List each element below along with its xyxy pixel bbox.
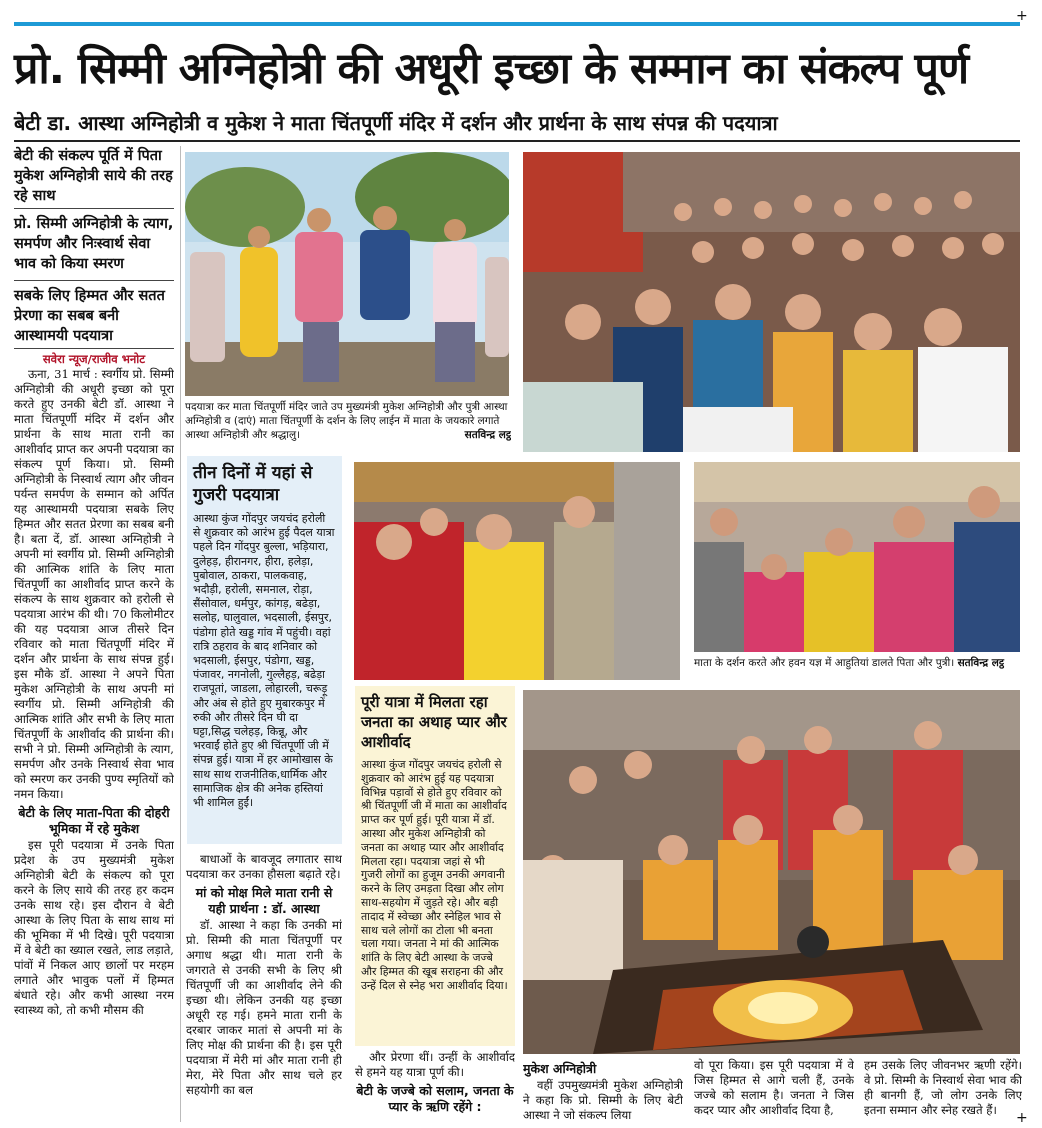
subheadline-rule	[14, 140, 1020, 142]
column-6	[864, 1058, 1022, 1124]
column-1	[14, 352, 174, 1122]
route-box-text: आस्था कुंज गोंदपुर जयचंद हरोली से शुक्रवार को आरंभ हुई पैदल यात्रा पहले दिन गोंदपुर बुल्ला, भड़ियारा, दुलेहड़, हीरानगर, हीरा, हलेड़ा, पुबोवाल, ठाकरा, पालकवाह, भदौड़ी, हरोली, समनाल, रोड़ा, सैंसोवाल, धर्मपुर, कांगड़, बढेड़ा, सलोह, घालुवाल, भदसाली, ईसपुर, पंडोगा होते खड्ड गांव में पहुंची। वहां रात्रि ठहराव के बाद शनिवार को भदसाली, ईसपुर, पंडोगा, खड्ड, पंजावर, नगनोली, गुल्लैहड़, बढेड़ा राजपूतां, जाडला, लोहारली, चरूड़ू और अंब से होते हुए मुबारकपुर में रुकी और तीसरे दिन घी दा घट्टा,सिद्ध चलेहड़, किन्नू, और भरवाईं होते हुए श्री चिंतपूर्णी जी में संपन्न हुई। यात्रा में हर आमोखास के साथ साथ राजनीतिक,धार्मिक और सामाजिक क्षेत्र की अनेक हस्तियां भी शामिल हुईं।	[193, 512, 335, 810]
public-support-box	[355, 686, 515, 1046]
headline: प्रो. सिम्मी अग्निहोत्री की अधूरी इच्छा के सम्मान का संकल्प पूर्ण	[14, 44, 969, 94]
col2-paragraph: बाधाओं के बावजूद लगातार साथ पदयात्रा कर उनका हौसला बढ़ाते रहे।	[186, 852, 342, 881]
col3-subheading: बेटी के जज्बे को सलाम, जनता के प्यार के ऋणि रहेंगे :	[356, 1083, 514, 1114]
photo-temple-prayer	[354, 462, 680, 680]
col2-paragraph: डॉ. आस्था ने कहा कि उनकी मां प्रो. सिम्मी की माता चिंतपूर्णी पर अगाध श्रद्धा थी। माता रानी के जगराते से उनकी सभी के लिए श्री चिंतपूर्णी जी का आशीर्वाद लेने की इच्छा थी। लेकिन उनकी यह इच्छा अधूरी रह गई। हमने माता रानी के दरबार जाकर मातां से अपनी मां के लिए मोक्ष की प्रार्थना की है। इस पूरी पदयात्रा में मेरी मां और माता रानी ही मेरा, मेरे पिता और साथ चले हर सहयोगी का बल	[186, 918, 342, 1097]
top-rule	[14, 22, 1020, 26]
caption-text: माता के दर्शन करते और हवन यज्ञ में आहुतियां डालते पिता और पुत्री।	[694, 657, 955, 669]
col4-subheading: मुकेश अग्निहोत्री	[523, 1061, 597, 1076]
col1-paragraph: ऊना, 31 मार्च : स्वर्गीय प्रो. सिम्मी अग्निहोत्री की अधूरी इच्छा को पूरा करते हुए उनकी बेटी डॉ. आस्था ने माता चिंतपूर्णी मंदिर में दर्शन और प्रार्थना के साथ माता रानी का आशीर्वाद प्राप्त कर अपनी पदयात्रा का संकल्प पूर्ण किया। प्रो. सिम्मी अग्निहोत्री के निस्वार्थ त्याग और जीवन पर्यन्त समर्पण के सम्मान को अर्पित यह आस्थामयी पदयात्रा सबके लिए हिम्मत और सतत प्रेरणा का सबब बनी है। बता दें, डॉ. आस्था अग्निहोत्री ने अपनी मां स्वर्गीय प्रो. सिम्मी अग्निहोत्री की आत्मिक शांति के लिए माता चिंतपूर्णी का आशीर्वाद प्राप्त करने के संकल्प के साथ शुक्रवार को हरोली से पदयात्रा आरंभ की थी। 70 किलोमीटर की यह पदयात्रा आज तीसरे दिन रविवार को माता चिंतपूर्णी मंदिर में दर्शन और प्रार्थना के साथ संपन्न हुई। इस मौके डॉ. आस्था ने अपने पिता मुकेश अग्निहोत्री के साथ अपनी मां स्वर्गीय प्रो. सिम्मी अग्निहोत्री की आत्मिक शांति और सभी के लिए माता चिंतपूर्णी के आशीर्वाद की प्रार्थना की। सभी ने प्रो. सिम्मी अग्निहोत्री के त्याग, समर्पण और उनके निस्वार्थ सेवा भाव को स्मरण कर उनकी पुण्य स्मृतियों को नमन किया।	[14, 367, 174, 801]
side-head-3: सबके लिए हिम्मत और सतत प्रेरणा का सबब बनी आस्थामयी पदयात्रा	[14, 288, 165, 344]
byline: सवेरा न्यूज/राजीव भनोट	[42, 352, 146, 366]
col4-paragraph: वहीं उपमुख्यमंत्री मुकेश अग्निहोत्री ने कहा कि प्रो. सिम्मी के लिए बेटी आस्था ने जो संकल्प लिया	[523, 1078, 683, 1122]
column-4	[523, 1058, 683, 1124]
photo-credit: सतविन्द्र लट्ठ	[957, 657, 1004, 669]
photo-havan-yagya	[523, 690, 1020, 1054]
photo-crowd-queue	[523, 152, 1020, 452]
photo-1-caption	[185, 400, 511, 446]
crop-mark-top: +	[1016, 8, 1028, 24]
column-5	[694, 1058, 854, 1124]
side-head-1: बेटी की संकल्प पूर्ति में पिता मुकेश अग्निहोत्री साये की तरह रहे साथ	[14, 148, 173, 204]
public-support-box-text: आस्था कुंज गोंदपुर जयचंद हरोली से शुक्रवार को आरंभ हुई यह पदयात्रा विभिन्न पड़ावों से होते हुए रविवार को श्री चिंतपूर्णी जी में माता का आशीर्वाद प्राप्त कर पूर्ण हुई। पूरी यात्रा में डॉ. आस्था और मुकेश अग्निहोत्री को जनता का अथाह प्यार और आशीर्वाद मिलता रहा। पदयात्रा जहां से भी गुजरी लोगों का हुजूम उनकी अगवानी करने के लिए उमड़ता दिखा और लोग साथ-सहयोग में जुड़ते रहे। और बड़ी तादाद में स्वेच्छा और स्नेहिल भाव से साथ चले लोगों का टोला भी बनता चला गया। जनता ने मां की आत्मिक शांति के लिए बेटी आस्था के जज्बे और हिम्मत की खूब सराहना की और उन्हें दिल से स्नेह भरा आशीर्वाद दिया।	[361, 758, 508, 992]
public-support-box-title: पूरी यात्रा में मिलता रहा जनता का अथाह प्यार और आशीर्वाद	[361, 693, 507, 751]
route-box	[187, 456, 342, 844]
side-head-2: प्रो. सिम्मी अग्निहोत्री के त्याग, समर्पण और निःस्वार्थ सेवा भाव को किया स्मरण	[14, 216, 174, 272]
photo-credit: सतविन्द्र लट्ठ	[464, 429, 511, 441]
route-box-title: तीन दिनों में यहां से गुजरी पदयात्रा	[193, 463, 313, 505]
photo-4-caption	[694, 656, 1020, 674]
col1-paragraph: इस पूरी पदयात्रा में उनके पिता प्रदेश के उप मुख्यमंत्री मुकेश अग्निहोत्री बेटी के संकल्प को पूरा करने के लिए साये की तरह हर कदम उनके साथ रहे। इस दौरान वे बेटी आस्था के लिए पिता के साथ साथ मां की भूमिका में भी दिखे। पूरी पदयात्रा में वे बेटी का ख्याल रखते, लाड लड़ाते, पांवों में निकल आए छालों पर मरहम लगाते और भावुक पलों में हिम्मत बंधाते रहे। और कभी आस्था नरम स्वास्थ्य को, तो कभी मौसम की	[14, 838, 174, 1017]
col1-subheading: बेटी के लिए माता-पिता की दोहरी भूमिका में रहे मुकेश	[18, 805, 170, 836]
side-divider	[14, 348, 174, 349]
column-2	[186, 852, 342, 1122]
crop-mark-bottom: +	[1016, 1110, 1028, 1126]
col2-subheading: मां को मोक्ष मिले माता रानी से यही प्रार्थना : डॉ. आस्था	[195, 885, 333, 916]
side-divider	[14, 280, 174, 281]
col6-paragraph: हम उसके लिए जीवनभर ऋणी रहेंगे। वे प्रो. सिम्मी के निस्वार्थ सेवा भाव की ही बानगी हैं, जो लोग उनके लिए इतना सम्मान और स्नेह रखते हैं।	[864, 1058, 1022, 1117]
col5-paragraph: वो पूरा किया। इस पूरी पदयात्रा में वे जिस हिम्मत से आगे चली हैं, उनके जज्बे को सलाम है। जनता ने जिस कदर प्यार और आशीर्वाद दिया है,	[694, 1058, 854, 1117]
photo-darshan-havan	[694, 462, 1020, 652]
caption-text: पदयात्रा कर माता चिंतपूर्णी मंदिर जाते उप मुख्यमंत्री मुकेश अग्निहोत्री और पुत्री आस्था अग्निहोत्री व (दाएं) माता चिंतपूर्णी के दर्शन के लिए लाईन में माता के जयकारे लगाते आस्था अग्निहोत्री और श्रद्धालु।	[185, 401, 508, 441]
column-divider	[180, 146, 181, 1122]
col3-paragraph: और प्रेरणा थीं। उन्हीं के आशीर्वाद से हमने यह यात्रा पूर्ण की।	[355, 1050, 515, 1079]
side-divider	[14, 208, 174, 209]
photo-padyatra-walk	[185, 152, 509, 396]
column-3	[355, 1050, 515, 1126]
subheadline: बेटी डा. आस्था अग्निहोत्री व मुकेश ने माता चिंतपूर्णी मंदिर में दर्शन और प्रार्थना के साथ संपन्न की पदयात्रा	[14, 111, 778, 135]
